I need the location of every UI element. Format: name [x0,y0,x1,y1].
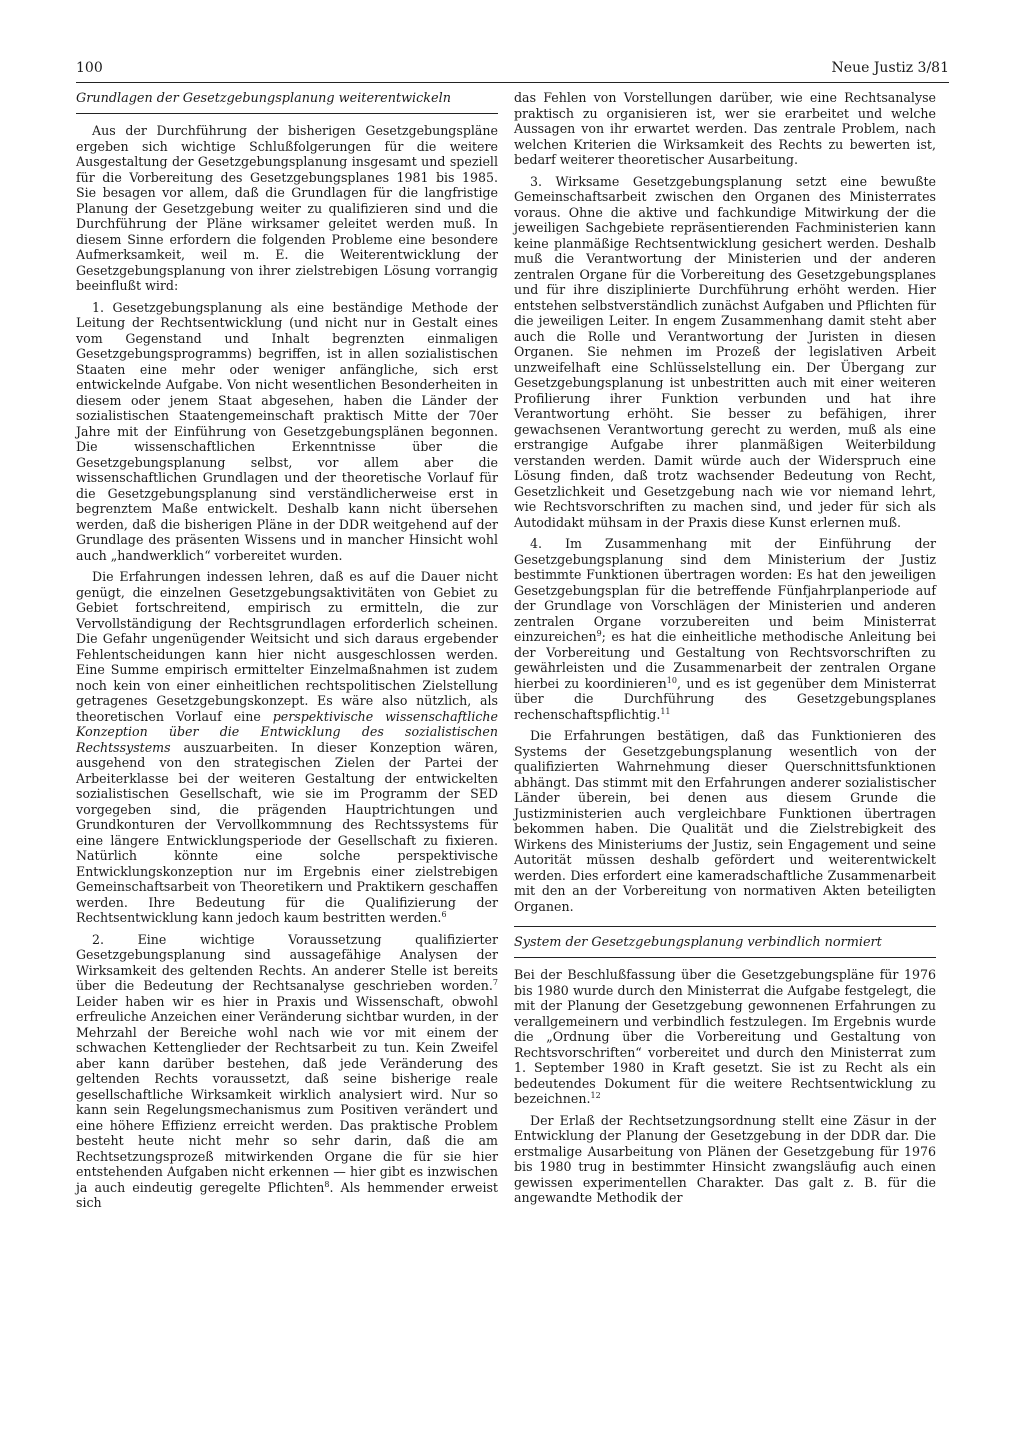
footnote-ref: 11 [660,706,671,716]
text-run: 2. Eine wichtige Voraussetzung qualifizierter Gesetzgebungsplanung sind aussagefähige Analysen der Wirksamkeit des geltenden Rechts. An anderer Stelle ist bereits über die Bedeutung der Rechtsanalyse geschrieben worden. [76,931,498,993]
right-column [514,90,936,1212]
page-header [76,58,949,83]
paragraph: Aus der Durchführung der bisherigen Gesetzgebungspläne ergeben sich wichtige Schlußfolgerungen für die weitere Ausgestaltung der Gesetzgebungsplanung insgesamt und speziell für die Vorbereitung des Gesetzgebungsplanes 1981 bis 1985. Sie besagen vor allem, daß die Grundlagen für die langfristige Planung der Gesetzgebung weiter zu qualifizieren sind und die Durchführung der Pläne wirksamer geleitet werden muß. In diesem Sinne erfordern die folgenden Probleme eine besondere Aufmerksamkeit, weil m. E. die Weiterentwicklung der Gesetzgebungsplanung von ihrer zielstrebigen Lösung vorrangig beeinflußt wird: [76,123,498,293]
footnote-ref: 6 [441,909,447,919]
text-run: Bei der Beschlußfassung über die Gesetzgebungspläne für 1976 bis 1980 wurde durch den Ministerrat die Aufgabe festgelegt, die mit der Planung der Gesetzgebung gewonnenen Erfahrungen zu verallgemeinern und verbindlich festzulegen. Im Ergebnis wurde die „Ordnung über die Vorbereitung und Gestaltung von Rechtsvorschriften“ vorbereitet und durch den Ministerrat zum 1. September 1980 in Kraft gesetzt. Sie ist zu Recht als ein bedeutendes Dokument für die weitere Rechtsentwicklung zu bezeichnen. [514,967,936,1106]
paragraph: das Fehlen von Vorstellungen darüber, wie eine Rechtsanalyse praktisch zu organisieren ist, wer sie erarbeitet und welche Aussagen von ihr erwartet werden. Das zentrale Problem, nach welchen Kriterien die Wirksamkeit des Rechts zu bewerten ist, bedarf weiterer theoretischer Ausarbeitung. [514,90,936,167]
footnote-ref: 7 [492,977,498,987]
text-run: 4. Im Zusammenhang mit der Einführung der Gesetzgebungsplanung sind dem Ministerium der Justiz bestimmte Funktionen übertragen worden: Es hat den jeweiligen Gesetzgebungsplan für die betreffende Fünfjahrplanperiode auf der Grundlage von Vorschlägen der Ministerien und anderen zentralen Organe vorzubereiten und beim Ministerrat einzureichen [514,536,936,644]
paragraph: Die Erfahrungen bestätigen, daß das Funktionieren des Systems der Gesetzgebungsplanung wesentlich von der qualifizierten Wahrnehmung dieser Querschnittsfunktionen abhängt. Das stimmt mit den Erfahrungen anderer sozialistischer Länder überein, bei denen aus diesem Grunde die Justizministerien auch vergleichbare Funktionen übertragen bekommen haben. Die Qualität und die Zielstrebigkeit des Wirkens des Ministeriums der Justiz, sein Engagement und seine Autorität müssen deshalb gefördert und weiterentwickelt werden. Dies erfordert eine kameradschaftliche Zusammenarbeit mit den an der Vorbereitung von normativen Akten beteiligten Organen. [514,728,936,914]
footnote-ref: 12 [590,1090,601,1100]
paragraph: Der Erlaß der Rechtsetzungsordnung stellt eine Zäsur in der Entwicklung der Planung der Gesetzgebung in der DDR dar. Die erstmalige Ausarbeitung von Plänen der Gesetzgebung für 1976 bis 1980 trug in bestimmter Hinsicht zwangsläufig auch einen gewissen experimentellen Charakter. Das galt z. B. für die angewandte Methodik der [514,1112,936,1205]
section-heading: System der Gesetzgebungsplanung verbindlich normiert [514,926,936,958]
paragraph [514,967,936,1107]
text-run: ; es hat die einheitliche methodische Anleitung bei der Vorbereitung und Gestaltung von Rechtsvorschriften zu gewährleisten und die Zusammenarbeit der zentralen Organe hierbei zu koordinieren [514,629,936,691]
text-run: Die Erfahrungen indessen lehren, daß es auf die Dauer nicht genügt, die einzelnen Gesetzgebungsaktivitäten von Gebiet zu Gebiet fortschreitend, empirisch zu ermitteln, die zur Vervollständigung der Rechtsgrundlagen erforderlich scheinen. Die Gefahr ungenügender Weitsicht und sich daraus ergebender Fehlentscheidungen kann hier nicht ausgeschlossen werden. Eine Summe empirisch ermittelter Einzelmaßnahmen ist zudem noch kein von einer einheitlichen rechtspolitischen Zielstellung getragenes Gesetzgebungskonzept. Es wäre also nützlich, als theoretischen Vorlauf eine [76,569,498,724]
text-run: Leider haben wir es hier in Praxis und Wissenschaft, obwohl erfreuliche Anzeichen einer Veränderung sichtbar wurden, in der Mehrzahl der Bereiche wohl nach wie vor mit einem der schwachen Kettenglieder der Rechtsarbeit zu tun. Kein Zweifel aber kann darüber bestehen, daß jede Veränderung des geltenden Rechts voraussetzt, daß seine bisherige reale gesellschaftliche Wirksamkeit wirklich analysiert wird. Nur so kann sein Regelungsmechanismus zum Positiven verändert und eine höhere Effizienz erreicht werden. Das praktische Problem besteht heute nicht mehr so sehr darin, daß die am Rechtsetzungsprozeß mitwirkenden Organe die für sie hier entstehenden Aufgaben nicht erkennen — hier gibt es inzwischen ja auch eindeutig geregelte Pflichten [76,993,498,1195]
paragraph: 3. Wirksame Gesetzgebungsplanung setzt eine bewußte Gemeinschaftsarbeit zwischen den Organen des Ministerrates voraus. Ohne die aktive und fachkundige Mitwirkung der die jeweiligen Sachgebiete repräsentierenden Fachministerien kann keine planmäßige Rechtsentwicklung gesichert werden. Deshalb muß die Verantwortung der Ministerien und der anderen zentralen Organe für die Vorbereitung des Gesetzgebungsplanes und für ihre disziplinierte Durchführung erhöht werden. Hier entstehen selbstverständlich zunächst Aufgaben und Pflichten für die jeweiligen Leiter. In engem Zusammenhang damit steht aber auch die Rolle und Verantwortung der Juristen in diesen Organen. Sie nehmen im Prozeß der legislativen Arbeit unzweifelhaft eine Schlüsselstellung ein. Der Übergang zur Gesetzgebungsplanung ist unbestritten auch mit einer weiteren Profilierung ihrer Funktion verbunden und hat ihre Verantwortung erhöht. Sie besser zu befähigen, ihrer gewachsenen Verantwortung gerecht zu werden, muß als eine erstrangige Aufgabe ihrer planmäßigen Weiterbildung verstanden werden. Damit würde auch der Widerspruch eine Lösung finden, daß trotz wachsender Bedeutung von Recht, Gesetzlichkeit und Gesetzgebung nach wie vor niemand lehrt, wie Rechtsvorschriften zu machen sind, und jeder für sich als Autodidakt mühsam in der Praxis diese Kunst erlernen muß. [514,173,936,530]
paragraph [514,536,936,722]
text-run: , und es ist gegenüber dem Ministerrat über die Durchführung des Gesetzgebungsplanes rechenschaftspflichtig. [514,675,936,722]
paragraph: 1. Gesetzgebungsplanung als eine beständige Methode der Leitung der Rechtsentwicklung (und nicht nur in Gestalt eines vom Gegenstand und Inhalt begrenzten einmaligen Gesetzgebungsprogramms) begriffen, ist in allen sozialistischen Staaten eine mehr oder weniger anfängliche, sich erst entwickelnde Aufgabe. Von nicht wesentlichen Besonderheiten in diesem oder jenem Staat abgesehen, haben die Länder der sozialistischen Staatengemeinschaft praktisch Mitte der 70er Jahre mit der Einführung von Gesetzgebungsplänen begonnen. Die wissenschaftlichen Erkenntnisse über die Gesetzgebungsplanung selbst, vor allem aber die wissenschaftlichen Grundlagen und der theoretische Vorlauf für die Gesetzgebungsplanung sind verständlicherweise erst in begrenztem Maße entwickelt. Deshalb kann nicht übersehen werden, daß die bisherigen Pläne in der DDR weitgehend auf der Grundlage des präsenten Wissens und in mancher Hinsicht wohl auch „handwerklich“ vorbereitet wurden. [76,299,498,563]
emphasized-text: perspektivische wissenschaftliche Konzeption über die Entwicklung des sozialistischen Rechtssystems [76,708,498,755]
footnote-ref: 8 [324,1179,330,1189]
text-run: auszuarbeiten. In dieser Konzeption wären, ausgehend von den strategischen Zielen der Partei der Arbeiterklasse bei der weiteren Gestaltung der entwickelten sozialistischen Gesellschaft, wie sie im Programm der SED vorgegeben sind, die prägenden Hauptrichtungen und Grundkonturen der Vervollkommnung des Rechtssystems für eine längere Entwicklungsperiode der Gesellschaft zu fixieren. Natürlich könnte eine solche perspektivische Entwicklungskonzeption nur im Ergebnis einer zielstrebigen Gemeinschaftsarbeit von Theoretikern und Praktikern geschaffen werden. Ihre Bedeutung für die Qualifizierung der Rechtsentwicklung kann jedoch kaum bestritten werden. [76,739,498,925]
journal-issue: Neue Justiz 3/81 [831,60,949,76]
footnote-ref: 9 [596,628,602,638]
page-number: 100 [76,60,103,76]
paragraph [76,569,498,926]
paragraph [76,932,498,1211]
left-column [76,90,498,1217]
section-heading: Grundlagen der Gesetzgebungsplanung weiterentwickeln [76,90,498,114]
footnote-ref: 10 [666,675,677,685]
text-run: . Als hemmender erweist sich [76,1179,498,1210]
